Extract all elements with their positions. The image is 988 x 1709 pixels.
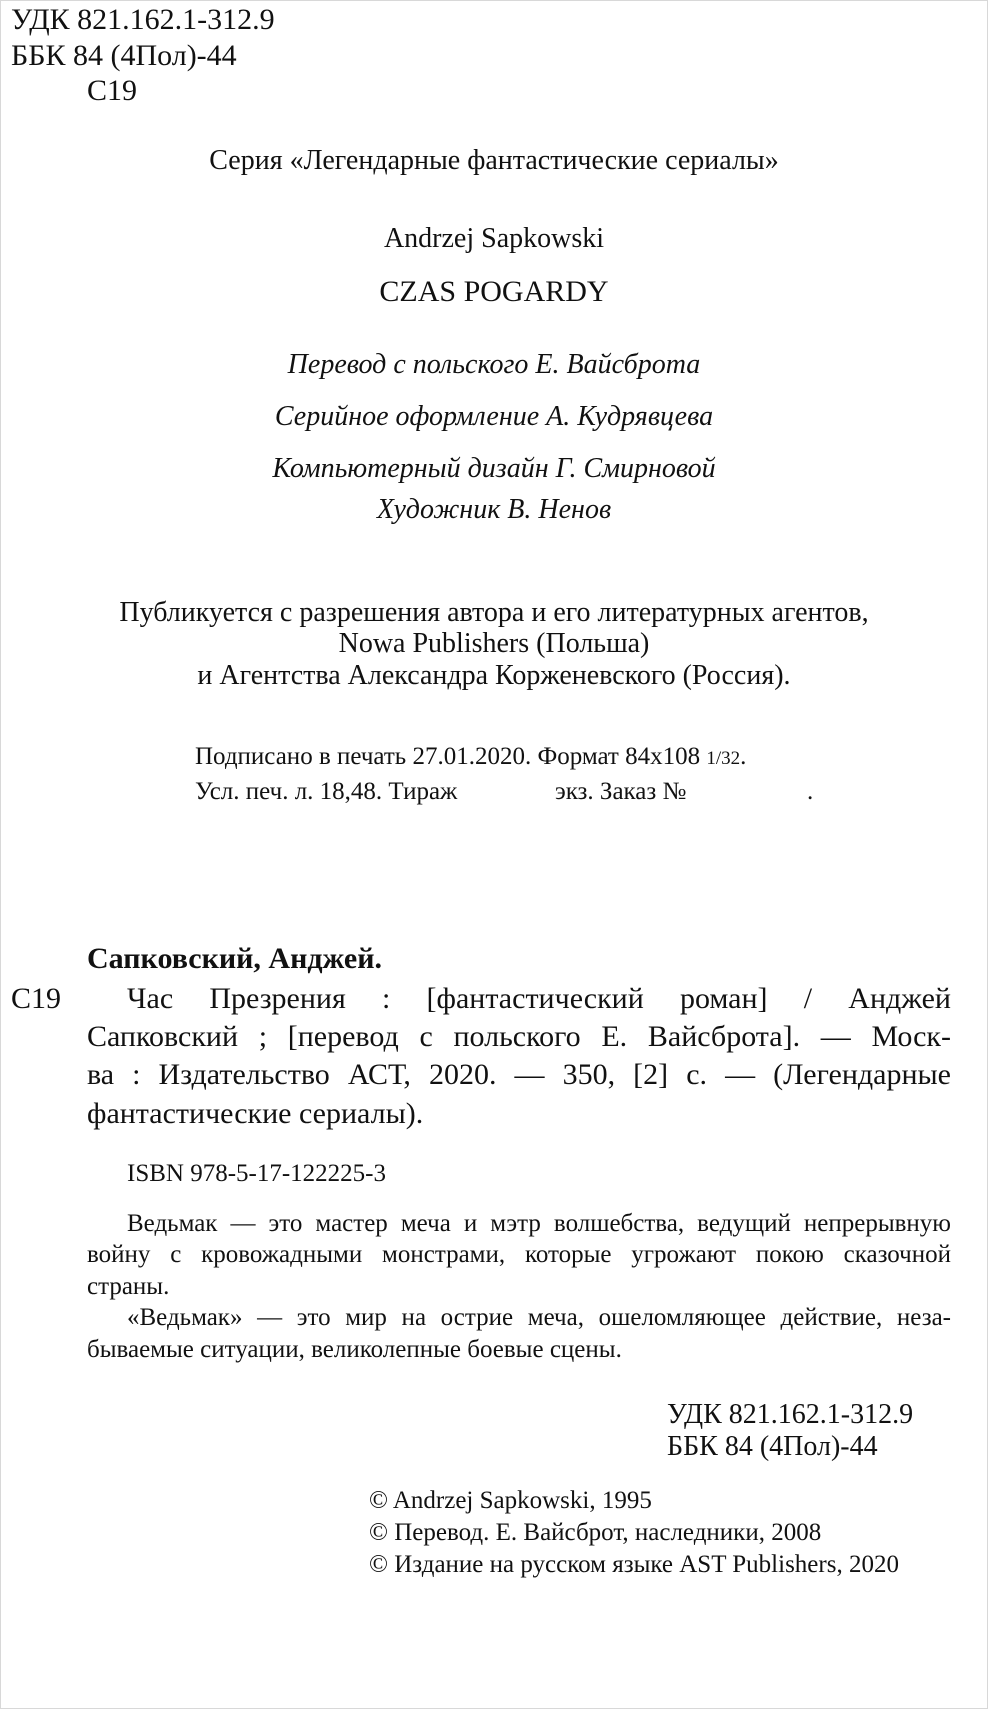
credit-translator: Перевод с польского Е. Вайсброта — [287, 349, 701, 380]
print-signed-text: Подписано в печать 27.01.2020. Формат 84x108 — [195, 743, 701, 770]
catalog-description-line: фантастические сериалы). — [87, 1097, 424, 1130]
permission-line-3: и Агентства Александра Корженевского (Россия). — [197, 660, 791, 691]
annotation-line: страны. — [87, 1273, 170, 1300]
catalog-isbn: ISBN 978-5-17-122225-3 — [127, 1160, 387, 1187]
header-udk: УДК 821.162.1-312.9 — [11, 3, 275, 36]
original-title: CZAS POGARDY — [379, 275, 609, 308]
annotation-line: войну с кровожадными монстрами, которые угрожают покою сказочной — [87, 1241, 951, 1268]
print-format-fraction: 1/32 — [706, 748, 741, 769]
series-title: Серия «Легендарные фантастические сериалы» — [209, 145, 779, 176]
print-end-period: . — [807, 778, 814, 805]
annotation-line: бываемые ситуации, великолепные боевые сцены. — [87, 1336, 622, 1363]
catalog-description-line: ва : Издательство АСТ, 2020. — 350, [2] с. — (Легендарные — [87, 1058, 951, 1091]
print-signed — [195, 743, 746, 771]
annotation-line: Ведьмак — это мастер меча и мэтр волшебства, ведущий непрерывную — [127, 1210, 951, 1237]
catalog-mark: С19 — [11, 982, 62, 1015]
permission-line-2: Nowa Publishers (Польша) — [338, 628, 650, 659]
copyright-author: © Andrzej Sapkowski, 1995 — [369, 1487, 652, 1514]
credit-artist: Художник В. Ненов — [376, 494, 612, 525]
copyright-edition: © Издание на русском языке AST Publishers, 2020 — [369, 1551, 899, 1578]
header-author-mark: С19 — [87, 74, 138, 107]
catalog-bbk: ББК 84 (4Пол)-44 — [667, 1431, 878, 1462]
print-copies-order: экз. Заказ № — [555, 778, 687, 805]
catalog-description-line: Сапковский ; [перевод с польского Е. Вайсброта]. — Моск- — [87, 1020, 951, 1053]
header-bbk: ББК 84 (4Пол)-44 — [11, 39, 237, 72]
permission-line-1: Публикуется с разрешения автора и его литературных агентов, — [119, 597, 869, 628]
print-sheets: Усл. печ. л. 18,48. Тираж — [195, 778, 458, 805]
catalog-author-heading: Сапковский, Анджей. — [87, 942, 383, 975]
original-author: Andrzej Sapkowski — [383, 223, 605, 254]
print-signed-period: . — [740, 743, 747, 770]
credit-computer-design: Компьютерный дизайн Г. Смирновой — [272, 453, 716, 484]
annotation-line: «Ведьмак» — это мир на острие меча, ошеломляющее действие, неза- — [127, 1304, 951, 1331]
credit-series-design: Серийное оформление А. Кудрявцева — [274, 401, 714, 432]
copyright-translation: © Перевод. Е. Вайсброт, наследники, 2008 — [369, 1519, 822, 1546]
catalog-description-line: Час Презрения : [фантастический роман] / Анджей — [127, 982, 951, 1015]
catalog-udk: УДК 821.162.1-312.9 — [667, 1399, 914, 1430]
